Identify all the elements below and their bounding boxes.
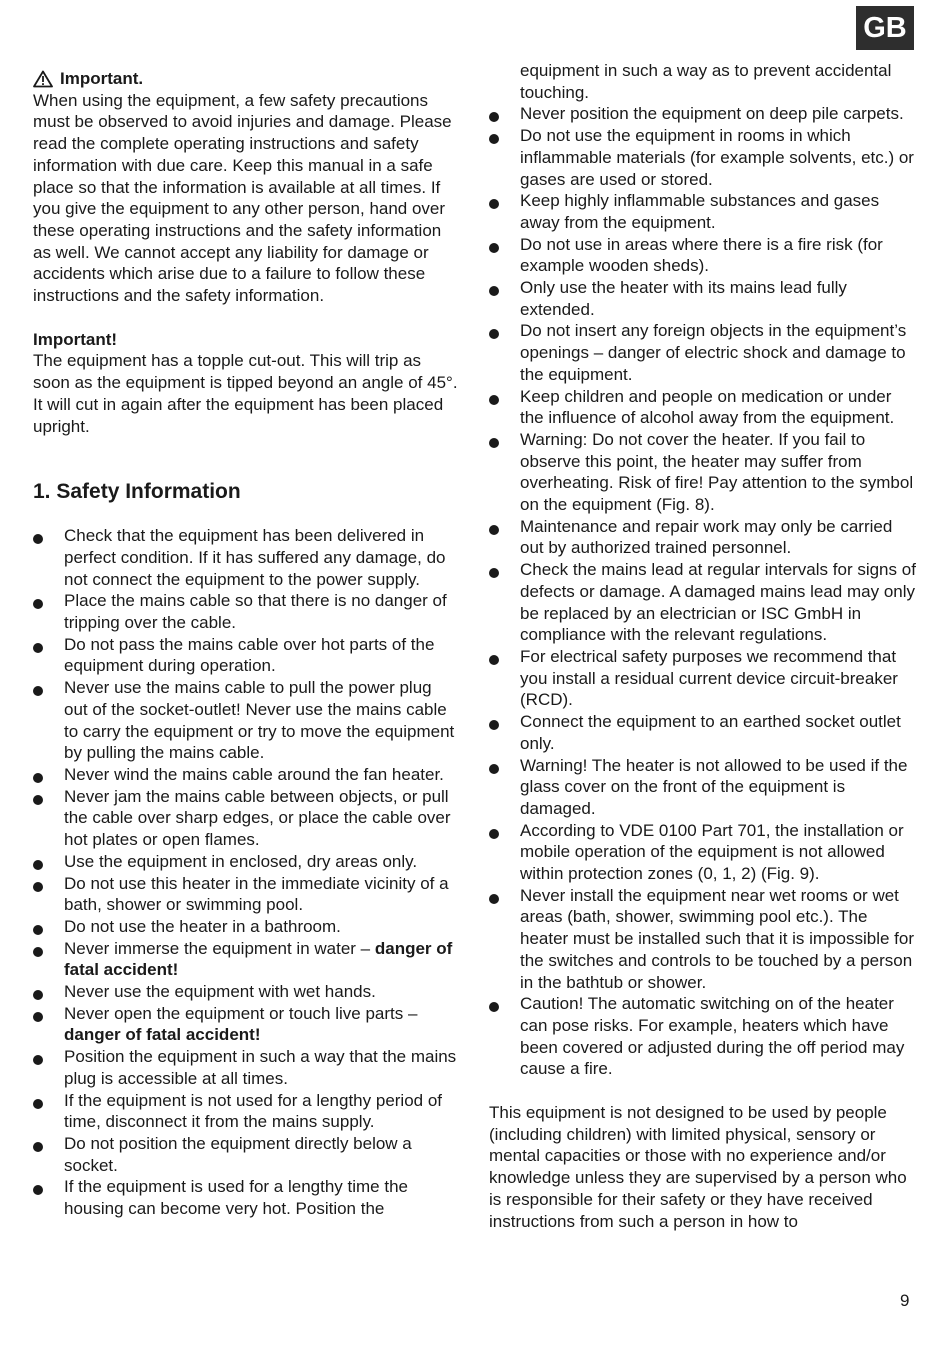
bullet-icon bbox=[489, 894, 499, 904]
bullet-icon bbox=[489, 525, 499, 535]
danger-warning: danger of fatal accident! bbox=[64, 1025, 261, 1045]
list-item: Do not pass the mains cable over hot parts of the equipment during operation. bbox=[33, 634, 458, 677]
list-item: Never wind the mains cable around the fan heater. bbox=[33, 764, 458, 786]
list-item: Do not use the heater in a bathroom. bbox=[33, 916, 458, 938]
bullet-icon bbox=[33, 1185, 43, 1195]
list-item: Only use the heater with its mains lead fully extended. bbox=[489, 277, 919, 320]
right-column bbox=[489, 60, 919, 1232]
bullet-icon bbox=[33, 882, 43, 892]
bullet-icon bbox=[489, 764, 499, 774]
list-item: If the equipment is used for a lengthy time the housing can become very hot. Position the bbox=[33, 1176, 458, 1219]
topple-paragraph: The equipment has a topple cut-out. This will trip as soon as the equipment is tipped beyond an angle of 45°. It will cut in again after the equipment has been placed upright. bbox=[33, 351, 458, 436]
list-item: Never jam the mains cable between objects, or pull the cable over sharp edges, or place the cable over hot plates or open flames. bbox=[33, 786, 458, 851]
list-item: For electrical safety purposes we recommend that you install a residual current device circuit-breaker (RCD). bbox=[489, 646, 919, 711]
bullet-icon bbox=[33, 1099, 43, 1109]
list-item: Do not insert any foreign objects in the equipment’s openings – danger of electric shock and damage to the equipment. bbox=[489, 320, 919, 385]
safety-list-right bbox=[489, 103, 919, 1080]
bullet-icon bbox=[33, 947, 43, 957]
list-item: According to VDE 0100 Part 701, the installation or mobile operation of the equipment is not allowed within protection zones (0, 1, 2) (Fig. 9). bbox=[489, 820, 919, 885]
bullet-icon bbox=[33, 686, 43, 696]
bullet-icon bbox=[489, 329, 499, 339]
list-item: Never use the equipment with wet hands. bbox=[33, 981, 458, 1003]
bullet-icon bbox=[33, 643, 43, 653]
important-heading-text: Important. bbox=[60, 69, 144, 88]
list-item: Caution! The automatic switching on of the heater can pose risks. For example, heaters which have been covered or adjusted during the off period may cause a fire. bbox=[489, 993, 919, 1080]
left-column bbox=[33, 68, 458, 1220]
list-item: Position the equipment in such a way that the mains plug is accessible at all times. bbox=[33, 1046, 458, 1089]
bullet-icon bbox=[489, 720, 499, 730]
list-item: Never immerse the equipment in water – danger of fatal accident! bbox=[33, 938, 458, 981]
important-topple-heading: Important! bbox=[33, 329, 118, 349]
important-heading bbox=[33, 68, 458, 90]
bullet-icon bbox=[489, 1002, 499, 1012]
list-item: Keep highly inflammable substances and gases away from the equipment. bbox=[489, 190, 919, 233]
bullet-icon bbox=[489, 199, 499, 209]
list-item: Never open the equipment or touch live parts – danger of fatal accident! bbox=[33, 1003, 458, 1046]
warning-triangle-icon bbox=[33, 70, 53, 88]
bullet-icon bbox=[489, 829, 499, 839]
continued-text: equipment in such a way as to prevent accidental touching. bbox=[520, 61, 892, 102]
list-item: Do not use the equipment in rooms in which inflammable materials (for example solvents, etc.) or gases are used or stored. bbox=[489, 125, 919, 190]
page-number: 9 bbox=[900, 1291, 910, 1310]
language-badge: GB bbox=[856, 6, 914, 50]
list-item: Connect the equipment to an earthed socket outlet only. bbox=[489, 711, 919, 754]
list-item: If the equipment is not used for a lengthy period of time, disconnect it from the mains supply. bbox=[33, 1090, 458, 1133]
bullet-icon bbox=[33, 599, 43, 609]
bullet-icon bbox=[489, 568, 499, 578]
section-title: 1. Safety Information bbox=[33, 480, 241, 504]
bullet-icon bbox=[33, 534, 43, 544]
bullet-icon bbox=[489, 286, 499, 296]
list-item: Warning: Do not cover the heater. If you fail to observe this point, the heater may suffer from overheating. Risk of fire! Pay attention to the symbol on the equipment (Fig. 8). bbox=[489, 429, 919, 516]
bullet-icon bbox=[489, 112, 499, 122]
list-item: Never use the mains cable to pull the power plug out of the socket-outlet! Never use the mains cable to carry the equipment or try to move the equipment by pulling the mains cable. bbox=[33, 677, 458, 764]
list-item: Warning! The heater is not allowed to be used if the glass cover on the front of the equipment is damaged. bbox=[489, 755, 919, 820]
bullet-icon bbox=[33, 795, 43, 805]
closing-paragraph: This equipment is not designed to be used by people (including children) with limited physical, sensory or mental capacities or those with no experience and/or knowledge unless they are supervised by a person who is responsible for their safety or they have received instructions from such a person in how to bbox=[489, 1103, 907, 1231]
bullet-icon bbox=[489, 438, 499, 448]
list-item: Do not use this heater in the immediate vicinity of a bath, shower or swimming pool. bbox=[33, 873, 458, 916]
list-item: Do not position the equipment directly below a socket. bbox=[33, 1133, 458, 1176]
bullet-icon bbox=[489, 655, 499, 665]
bullet-icon bbox=[489, 243, 499, 253]
list-item: Check that the equipment has been delivered in perfect condition. If it has suffered any damage, do not connect the equipment to the power supply. bbox=[33, 525, 458, 590]
bullet-icon bbox=[489, 395, 499, 405]
safety-list-left bbox=[33, 525, 458, 1220]
list-item: Never position the equipment on deep pile carpets. bbox=[489, 103, 919, 125]
list-item: Use the equipment in enclosed, dry areas only. bbox=[33, 851, 458, 873]
bullet-icon bbox=[33, 1142, 43, 1152]
bullet-icon bbox=[33, 925, 43, 935]
intro-paragraph: When using the equipment, a few safety precautions must be observed to avoid injuries and damage. Please read the complete operating instructions and safety information with due care. Keep this manual in a safe place so that the information is available at all times. If you give the equipment to any other person, hand over these operating instructions and the safety information as well. We cannot accept any liability for damage or accidents which arise due to a failure to follow these instructions and the safety information. bbox=[33, 90, 452, 306]
list-item: Check the mains lead at regular intervals for signs of defects or damage. A damaged mains lead may only be replaced by an electrician or ISC GmbH in compliance with the relevant regulations. bbox=[489, 559, 919, 646]
list-item: Place the mains cable so that there is no danger of tripping over the cable. bbox=[33, 590, 458, 633]
bullet-icon bbox=[33, 773, 43, 783]
bullet-icon bbox=[33, 860, 43, 870]
bullet-icon bbox=[489, 134, 499, 144]
list-item: Keep children and people on medication or under the influence of alcohol away from the equipment. bbox=[489, 386, 919, 429]
list-item: Maintenance and repair work may only be carried out by authorized trained personnel. bbox=[489, 516, 919, 559]
bullet-icon bbox=[33, 1012, 43, 1022]
danger-warning: danger of fatal accident! bbox=[64, 938, 453, 980]
bullet-icon bbox=[33, 990, 43, 1000]
list-item: Do not use in areas where there is a fire risk (for example wooden sheds). bbox=[489, 234, 919, 277]
bullet-icon bbox=[33, 1055, 43, 1065]
list-item: Never install the equipment near wet rooms or wet areas (bath, shower, swimming pool etc.). The heater must be installed such that it is impossible for the switches and controls to be touched by a person in the bathtub or shower. bbox=[489, 885, 919, 994]
